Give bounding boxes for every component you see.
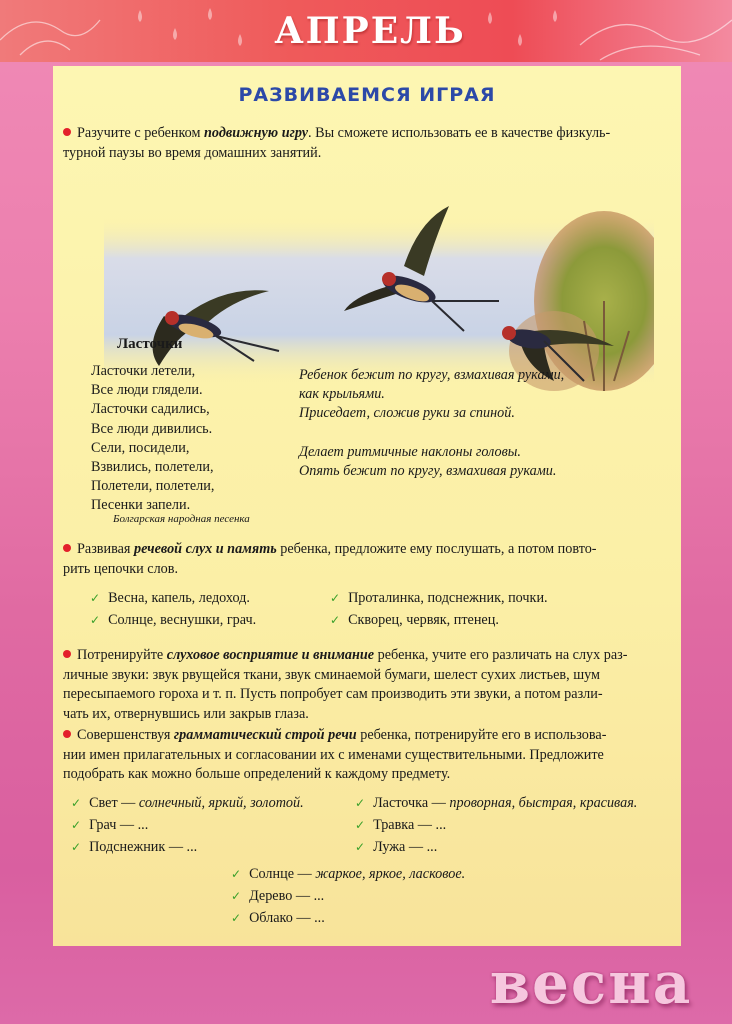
action-line: Приседает, сложив руки за спиной. [299, 405, 515, 422]
section3-emphasis: слуховое восприятие и внимание [166, 647, 375, 663]
list-item [355, 814, 637, 836]
list-item-word: Лужа — ... [373, 839, 438, 855]
intro-paragraph [63, 124, 673, 163]
section3-line: пересыпаемого гороха и т. п. Пусть попробует сам производить эти звуки, а потом разли- [63, 686, 603, 702]
poem-line: Ласточки летели, [91, 363, 196, 379]
list-item-word: Облако — ... [249, 910, 325, 926]
list-item-word: Ласточка — [373, 795, 450, 811]
list-item [355, 836, 637, 858]
list-item [330, 609, 548, 631]
list-item-text: Скворец, червяк, птенец. [348, 612, 499, 628]
checkmark-icon: ✓ [90, 613, 101, 627]
list-item-text: Весна, капель, ледоход. [108, 590, 250, 606]
intro-prefix: Разучите с ребенком [77, 125, 205, 141]
list-item-word: Солнце — [249, 866, 316, 882]
poem-title: Ласточки [117, 336, 183, 352]
section4-line: нии имен прилагательных и согласовании их с именами существительными. Предложите [63, 746, 604, 763]
list-item [231, 907, 465, 929]
intro-rest: . Вы сможете использовать ее в качестве физкуль- [308, 125, 611, 141]
list-item [231, 885, 465, 907]
content-panel [53, 66, 681, 946]
checkmark-icon: ✓ [231, 889, 242, 903]
adjectives-left [71, 792, 304, 858]
section2-emphasis: речевой слух и память [133, 541, 277, 557]
poem-line: Песенки запели. [91, 497, 191, 514]
list-item-definitions: жаркое, яркое, ласковое. [315, 866, 466, 882]
poem-line: Все люди дивились. [91, 420, 213, 437]
checkmark-icon: ✓ [330, 613, 341, 627]
top-banner [0, 0, 732, 62]
list-item [90, 587, 256, 609]
checkmark-icon: ✓ [231, 867, 242, 881]
list-item-word: Дерево — ... [249, 888, 325, 904]
list-item-text: Проталинка, подснежник, почки. [348, 590, 548, 606]
red-dot-icon [63, 730, 71, 738]
list-item [71, 836, 304, 858]
list-item-word: Травка — ... [373, 817, 447, 833]
section4-line: подобрать как можно больше определений к каждому предмету. [63, 766, 451, 782]
list-item [355, 792, 637, 814]
poem-source: Болгарская народная песенка [113, 513, 250, 525]
checkmark-icon: ✓ [231, 911, 242, 925]
action-line: Опять бежит по кругу, взмахивая руками. [299, 462, 557, 479]
list-item-definitions: проворная, быстрая, красивая. [449, 795, 638, 811]
adjectives-right [355, 792, 637, 858]
checkmark-icon: ✓ [355, 796, 366, 810]
list-item-text: Солнце, веснушки, грач. [108, 612, 257, 628]
poem-line: Все люди глядели. [91, 382, 203, 399]
season-title: весна [489, 949, 693, 1017]
section2-prefix: Развивая [77, 541, 134, 557]
poem-lines [91, 362, 214, 516]
section3-rest: ребенка, учите его различать на слух раз- [374, 647, 628, 663]
red-dot-icon [63, 650, 71, 658]
word-chains-right [330, 587, 548, 631]
section4-prefix: Совершенствуя [77, 727, 174, 743]
checkmark-icon: ✓ [330, 591, 341, 605]
checkmark-icon: ✓ [71, 796, 82, 810]
section2-rest: ребенка, предложите ему послушать, а потом повто- [276, 541, 597, 557]
list-item-word: Свет — [89, 795, 139, 811]
action-line: Делает ритмичные наклоны головы. [299, 443, 521, 460]
list-item [90, 609, 256, 631]
poem-actions [299, 366, 564, 481]
list-item [71, 814, 304, 836]
section3-line: чать их, отвернувшись или закрыв глаза. [63, 705, 309, 722]
action-line: как крыльями. [299, 386, 385, 403]
checkmark-icon: ✓ [71, 840, 82, 854]
section-title: РАЗВИВАЕМСЯ ИГРАЯ [238, 84, 496, 106]
red-dot-icon [63, 544, 71, 552]
poem-line: Сели, посидели, [91, 439, 190, 456]
month-title: АПРЕЛЬ [274, 10, 466, 52]
checkmark-icon: ✓ [90, 591, 101, 605]
action-line: Ребенок бежит по кругу, взмахивая руками, [299, 367, 565, 383]
section2-line2: рить цепочки слов. [63, 560, 178, 577]
list-item-word: Подснежник — ... [89, 839, 198, 855]
intro-emphasis: подвижную игру [204, 125, 309, 141]
list-item [71, 792, 304, 814]
checkmark-icon: ✓ [71, 818, 82, 832]
section4-rest: ребенка, потренируйте его в использова- [356, 727, 607, 743]
section4-emphasis: грамматический строй речи [173, 727, 357, 743]
action-line [299, 424, 564, 443]
list-item [330, 587, 548, 609]
poem-line: Взвились, полетели, [91, 459, 214, 476]
section2-paragraph [63, 540, 673, 579]
word-chains-left [90, 587, 256, 631]
checkmark-icon: ✓ [355, 818, 366, 832]
list-item-word: Грач — ... [89, 817, 149, 833]
section3-prefix: Потренируйте [77, 647, 167, 663]
intro-line2: турной паузы во время домашних занятий. [63, 144, 322, 161]
list-item [231, 863, 465, 885]
section4-paragraph [63, 726, 678, 785]
section3-paragraph [63, 646, 678, 724]
poem-line: Полетели, полетели, [91, 478, 215, 495]
list-item-definitions: солнечный, яркий, золотой. [138, 795, 304, 811]
poem-line: Ласточки садились, [91, 401, 210, 418]
checkmark-icon: ✓ [355, 840, 366, 854]
section3-line: личные звуки: звук рвущейся ткани, звук сминаемой бумаги, шелест сухих листьев, шум [63, 666, 601, 683]
red-dot-icon [63, 128, 71, 136]
adjectives-center [231, 863, 465, 929]
